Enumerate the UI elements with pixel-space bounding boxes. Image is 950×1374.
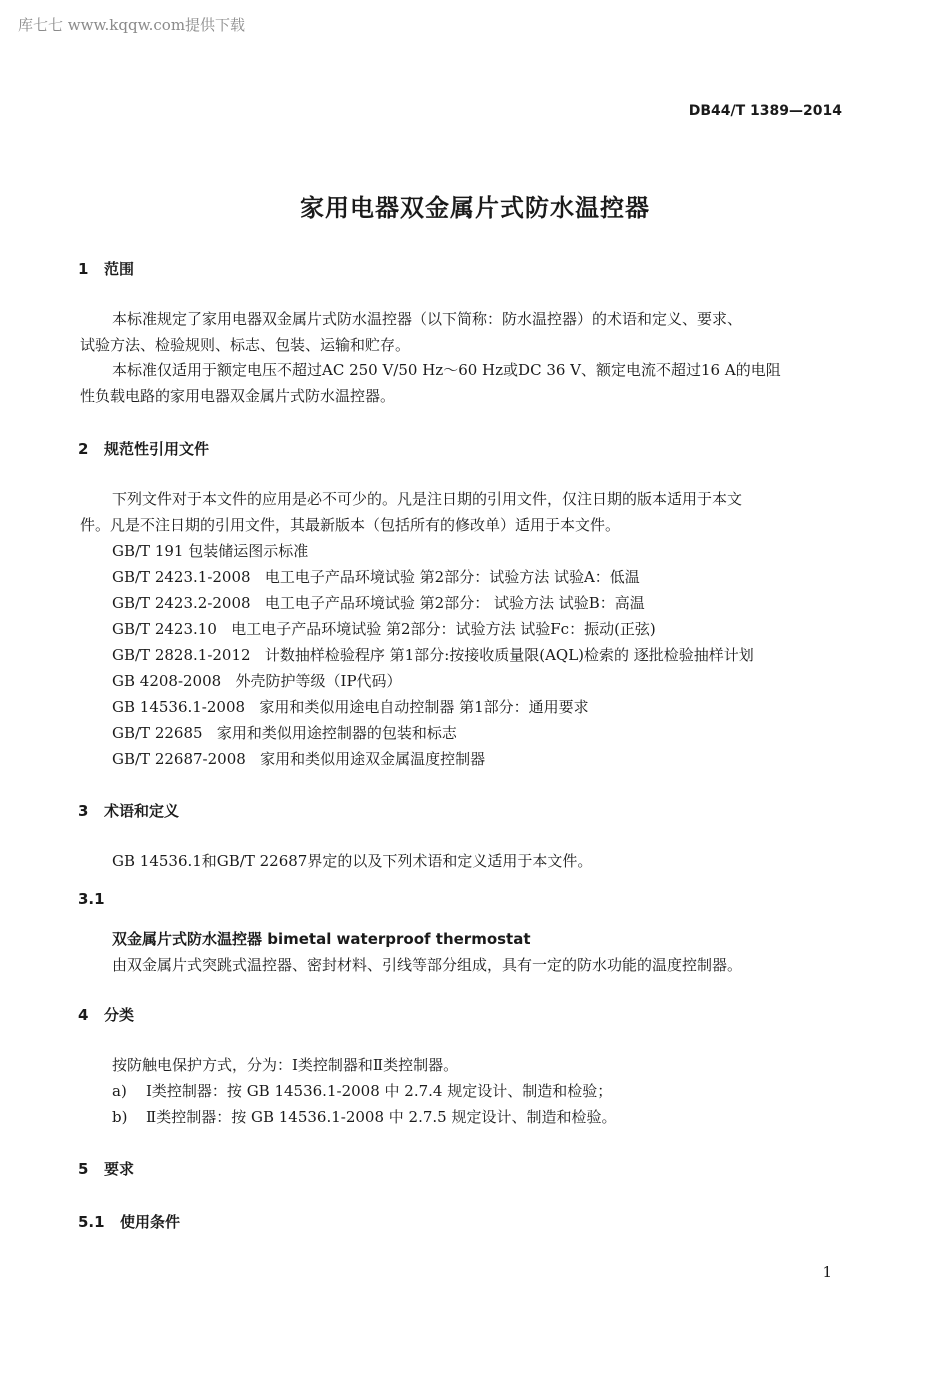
section-number: 1 <box>78 260 89 278</box>
section-3-heading <box>78 800 179 821</box>
reference-item <box>112 540 308 561</box>
document-title: 家用电器双金属片式防水温控器 <box>300 194 650 222</box>
subsection-title: 使用条件 <box>120 1213 181 1231</box>
reference-title: 家用和类似用途双金属温度控制器 <box>260 750 486 768</box>
reference-title: 电工电子产品环境试验 第2部分：试验方法 试验A：低温 <box>264 568 640 586</box>
paragraph-line: 性负载电路的家用电器双金属片式防水温控器。 <box>80 387 396 405</box>
paragraph-line: 按防触电保护方式，分为：Ⅰ类控制器和Ⅱ类控制器。 <box>112 1056 459 1074</box>
section-title: 要求 <box>104 1160 135 1178</box>
list-label: a) <box>112 1082 127 1100</box>
reference-code: GB 14536.1-2008 <box>112 698 246 716</box>
subsection-number: 3.1 <box>78 890 105 908</box>
list-label: b) <box>112 1108 128 1126</box>
section-title: 规范性引用文件 <box>104 440 210 458</box>
reference-item <box>112 696 589 717</box>
reference-item <box>112 748 485 769</box>
section-number: 4 <box>78 1006 89 1024</box>
list-text: Ⅰ类控制器：按 GB 14536.1-2008 中 2.7.4 规定设计、制造和检验； <box>146 1082 613 1100</box>
reference-title: 外壳防护等级（IP代码） <box>235 672 402 690</box>
section-4-heading <box>78 1004 134 1025</box>
paragraph-line: 下列文件对于本文件的应用是必不可少的。凡是注日期的引用文件，仅注日期的版本适用于本文 <box>112 490 743 508</box>
reference-code: GB/T 191 <box>112 542 184 560</box>
reference-title: 计数抽样检验程序 第1部分:按接收质量限(AQL)检索的 逐批检验抽样计划 <box>264 646 754 664</box>
paragraph-line: 本标准仅适用于额定电压不超过AC 250 V/50 Hz～60 Hz或DC 36 V、额定电流不超过16 A的电阻 <box>112 361 781 379</box>
reference-item <box>112 644 754 665</box>
section-5-heading <box>78 1158 134 1179</box>
reference-item <box>112 722 457 743</box>
reference-title: 家用和类似用途控制器的包装和标志 <box>216 724 457 742</box>
section-1-heading <box>78 258 134 279</box>
watermark-text: 库七七 www.kqqw.com提供下载 <box>18 16 246 34</box>
paragraph-line: GB 14536.1和GB/T 22687界定的以及下列术语和定义适用于本文件。 <box>112 852 593 870</box>
reference-title: 电工电子产品环境试验 第2部分： 试验方法 试验B：高温 <box>264 594 645 612</box>
reference-item <box>112 566 640 587</box>
page-number: 1 <box>822 1263 832 1281</box>
list-item <box>112 1106 616 1127</box>
section-2-heading <box>78 438 209 459</box>
reference-code: GB 4208-2008 <box>112 672 222 690</box>
list-item <box>112 1080 612 1101</box>
section-number: 3 <box>78 802 89 820</box>
section-title: 分类 <box>104 1006 135 1024</box>
reference-code: GB/T 2828.1-2012 <box>112 646 251 664</box>
section-number: 2 <box>78 440 89 458</box>
paragraph-line: 件。凡是不注日期的引用文件，其最新版本（包括所有的修改单）适用于本文件。 <box>80 516 621 534</box>
paragraph-line: 试验方法、检验规则、标志、包装、运输和贮存。 <box>80 336 411 354</box>
reference-code: GB/T 2423.1-2008 <box>112 568 251 586</box>
list-text: Ⅱ类控制器：按 GB 14536.1-2008 中 2.7.5 规定设计、制造和检验。 <box>146 1108 617 1126</box>
reference-code: GB/T 22685 <box>112 724 203 742</box>
reference-code: GB/T 2423.10 <box>112 620 217 638</box>
term-heading: 双金属片式防水温控器 bimetal waterproof thermostat <box>112 930 531 948</box>
section-title: 范围 <box>104 260 135 278</box>
reference-title: 电工电子产品环境试验 第2部分：试验方法 试验Fc：振动(正弦) <box>231 620 656 638</box>
document-number: DB44/T 1389—2014 <box>688 103 842 119</box>
subsection-5-1-heading <box>78 1211 180 1232</box>
paragraph-line: 本标准规定了家用电器双金属片式防水温控器（以下简称：防水温控器）的术语和定义、要求、 <box>112 310 743 328</box>
reference-code: GB/T 2423.2-2008 <box>112 594 251 612</box>
section-number: 5 <box>78 1160 89 1178</box>
reference-item <box>112 618 656 639</box>
reference-code: GB/T 22687-2008 <box>112 750 246 768</box>
section-title: 术语和定义 <box>104 802 180 820</box>
reference-title: 家用和类似用途电自动控制器 第1部分：通用要求 <box>259 698 589 716</box>
reference-item <box>112 670 402 691</box>
reference-title: 包装储运图示标准 <box>188 542 309 560</box>
term-definition: 由双金属片式突跳式温控器、密封材料、引线等部分组成，具有一定的防水功能的温度控制器。 <box>112 956 743 974</box>
reference-item <box>112 592 645 613</box>
subsection-number: 5.1 <box>78 1213 105 1231</box>
